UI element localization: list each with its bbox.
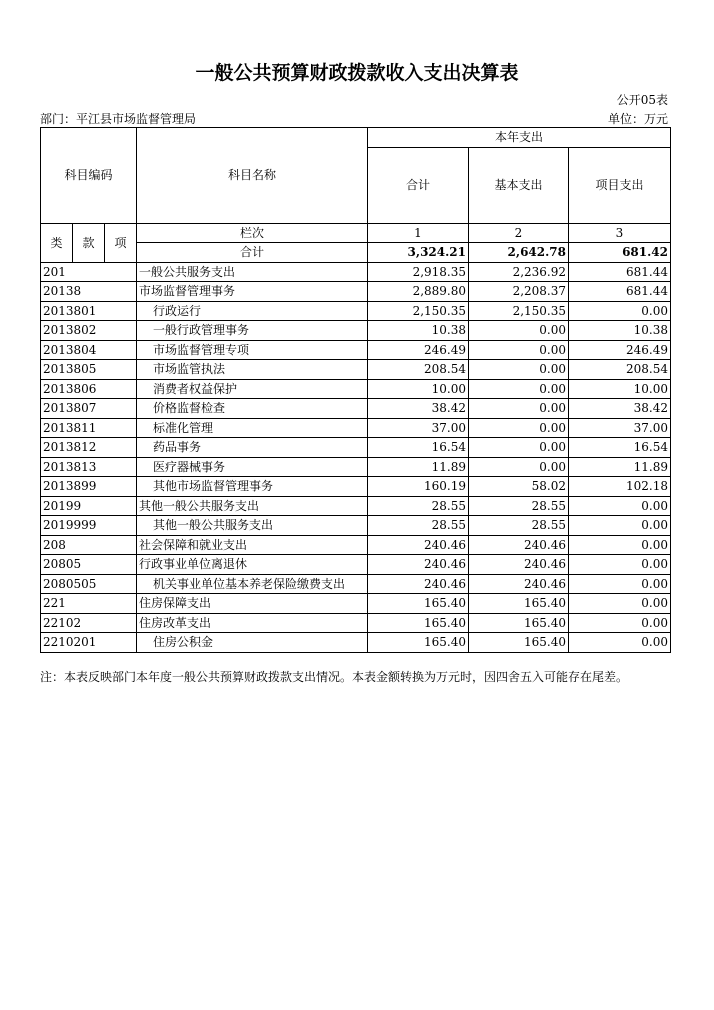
table-row	[41, 574, 671, 594]
table-row	[41, 613, 671, 633]
total-basic: 2,642.78	[469, 243, 569, 263]
row-code: 201	[41, 262, 137, 282]
row-name: 一般行政管理事务	[137, 321, 368, 341]
row-project: 10.00	[569, 379, 671, 399]
row-total: 10.38	[368, 321, 469, 341]
header-col2: 2	[469, 223, 569, 243]
row-basic: 2,208.37	[469, 282, 569, 302]
row-total: 240.46	[368, 535, 469, 555]
row-basic: 2,150.35	[469, 301, 569, 321]
unit-label: 单位：万元	[607, 112, 668, 126]
row-name: 市场监管执法	[137, 360, 368, 380]
page-title: 一般公共预算财政拨款收入支出决算表	[195, 62, 519, 84]
row-basic: 0.00	[469, 321, 569, 341]
row-project: 0.00	[569, 516, 671, 536]
row-code: 22102	[41, 613, 137, 633]
row-project: 16.54	[569, 438, 671, 458]
row-project: 11.89	[569, 457, 671, 477]
row-name: 行政事业单位离退休	[137, 555, 368, 575]
row-project: 0.00	[569, 574, 671, 594]
row-code: 2013804	[41, 340, 137, 360]
row-code: 2013813	[41, 457, 137, 477]
table-row	[41, 282, 671, 302]
row-code: 2210201	[41, 633, 137, 653]
row-basic: 0.00	[469, 438, 569, 458]
row-total: 37.00	[368, 418, 469, 438]
row-total: 11.89	[368, 457, 469, 477]
row-basic: 2,236.92	[469, 262, 569, 282]
table-row	[41, 516, 671, 536]
total-label: 合计	[137, 243, 368, 263]
row-name: 消费者权益保护	[137, 379, 368, 399]
header-total: 合计	[368, 147, 469, 223]
row-project: 681.44	[569, 282, 671, 302]
row-total: 16.54	[368, 438, 469, 458]
row-basic: 0.00	[469, 340, 569, 360]
table-row	[41, 535, 671, 555]
row-basic: 165.40	[469, 633, 569, 653]
row-code: 2013801	[41, 301, 137, 321]
expenditure-table	[40, 127, 671, 653]
row-code: 2013802	[41, 321, 137, 341]
row-basic: 240.46	[469, 535, 569, 555]
row-total: 246.49	[368, 340, 469, 360]
row-name: 价格监督检查	[137, 399, 368, 419]
row-total: 2,918.35	[368, 262, 469, 282]
row-total: 165.40	[368, 613, 469, 633]
row-code: 2013811	[41, 418, 137, 438]
row-code: 221	[41, 594, 137, 614]
form-number: 公开05表	[616, 93, 668, 107]
table-row	[41, 379, 671, 399]
row-total: 240.46	[368, 555, 469, 575]
row-code: 208	[41, 535, 137, 555]
row-basic: 28.55	[469, 496, 569, 516]
table-row	[41, 555, 671, 575]
table-row	[41, 594, 671, 614]
row-code: 2013807	[41, 399, 137, 419]
row-project: 102.18	[569, 477, 671, 497]
row-name: 医疗器械事务	[137, 457, 368, 477]
header-kuan: 款	[73, 223, 105, 262]
table-row	[41, 301, 671, 321]
row-name: 其他市场监督管理事务	[137, 477, 368, 497]
row-code: 2080505	[41, 574, 137, 594]
table-row	[41, 262, 671, 282]
table-row	[41, 496, 671, 516]
row-code: 2019999	[41, 516, 137, 536]
row-code: 2013899	[41, 477, 137, 497]
row-name: 住房保障支出	[137, 594, 368, 614]
row-total: 240.46	[368, 574, 469, 594]
row-name: 社会保障和就业支出	[137, 535, 368, 555]
row-project: 0.00	[569, 535, 671, 555]
row-name: 药品事务	[137, 438, 368, 458]
row-name: 住房改革支出	[137, 613, 368, 633]
row-basic: 0.00	[469, 457, 569, 477]
header-name: 科目名称	[137, 128, 368, 224]
row-basic: 240.46	[469, 574, 569, 594]
row-project: 0.00	[569, 633, 671, 653]
row-name: 其他一般公共服务支出	[137, 496, 368, 516]
row-project: 37.00	[569, 418, 671, 438]
row-project: 681.44	[569, 262, 671, 282]
row-total: 2,150.35	[368, 301, 469, 321]
row-total: 2,889.80	[368, 282, 469, 302]
table-row	[41, 321, 671, 341]
row-total: 160.19	[368, 477, 469, 497]
table-row	[41, 633, 671, 653]
header-col3: 3	[569, 223, 671, 243]
row-code: 20199	[41, 496, 137, 516]
table-row	[41, 360, 671, 380]
row-name: 机关事业单位基本养老保险缴费支出	[137, 574, 368, 594]
row-basic: 0.00	[469, 379, 569, 399]
row-name: 行政运行	[137, 301, 368, 321]
row-project: 0.00	[569, 301, 671, 321]
department-label: 部门：平江县市场监督管理局	[40, 112, 197, 126]
row-name: 市场监督管理事务	[137, 282, 368, 302]
row-total: 165.40	[368, 594, 469, 614]
row-name: 市场监督管理专项	[137, 340, 368, 360]
row-basic: 0.00	[469, 418, 569, 438]
row-basic: 165.40	[469, 594, 569, 614]
row-basic: 165.40	[469, 613, 569, 633]
row-basic: 58.02	[469, 477, 569, 497]
row-basic: 0.00	[469, 360, 569, 380]
row-project: 0.00	[569, 496, 671, 516]
table-row	[41, 477, 671, 497]
header-project: 项目支出	[569, 147, 671, 223]
footnote: 注：本表反映部门本年度一般公共预算财政拨款支出情况。本表金额转换为万元时，因四舍五入可能存在尾差。	[40, 670, 629, 684]
row-code: 2013812	[41, 438, 137, 458]
row-total: 38.42	[368, 399, 469, 419]
header-lei: 类	[41, 223, 73, 262]
total-project: 681.42	[569, 243, 671, 263]
row-code: 2013806	[41, 379, 137, 399]
row-code: 20138	[41, 282, 137, 302]
header-col1: 1	[368, 223, 469, 243]
row-project: 0.00	[569, 613, 671, 633]
row-project: 246.49	[569, 340, 671, 360]
row-total: 165.40	[368, 633, 469, 653]
table-row	[41, 340, 671, 360]
row-name: 一般公共服务支出	[137, 262, 368, 282]
row-project: 0.00	[569, 555, 671, 575]
row-total: 10.00	[368, 379, 469, 399]
row-name: 标准化管理	[137, 418, 368, 438]
table-row	[41, 457, 671, 477]
header-xiang: 项	[105, 223, 137, 262]
header-code: 科目编码	[41, 128, 137, 224]
table-row	[41, 399, 671, 419]
row-total: 208.54	[368, 360, 469, 380]
row-project: 0.00	[569, 594, 671, 614]
row-code: 2013805	[41, 360, 137, 380]
header-current-year: 本年支出	[368, 128, 671, 148]
table-row	[41, 418, 671, 438]
row-name: 住房公积金	[137, 633, 368, 653]
total-sum: 3,324.21	[368, 243, 469, 263]
row-basic: 0.00	[469, 399, 569, 419]
row-project: 208.54	[569, 360, 671, 380]
row-total: 28.55	[368, 516, 469, 536]
row-basic: 240.46	[469, 555, 569, 575]
header-basic: 基本支出	[469, 147, 569, 223]
row-code: 20805	[41, 555, 137, 575]
row-total: 28.55	[368, 496, 469, 516]
table-row	[41, 438, 671, 458]
row-name: 其他一般公共服务支出	[137, 516, 368, 536]
row-project: 10.38	[569, 321, 671, 341]
header-lanci: 栏次	[137, 223, 368, 243]
row-project: 38.42	[569, 399, 671, 419]
row-basic: 28.55	[469, 516, 569, 536]
